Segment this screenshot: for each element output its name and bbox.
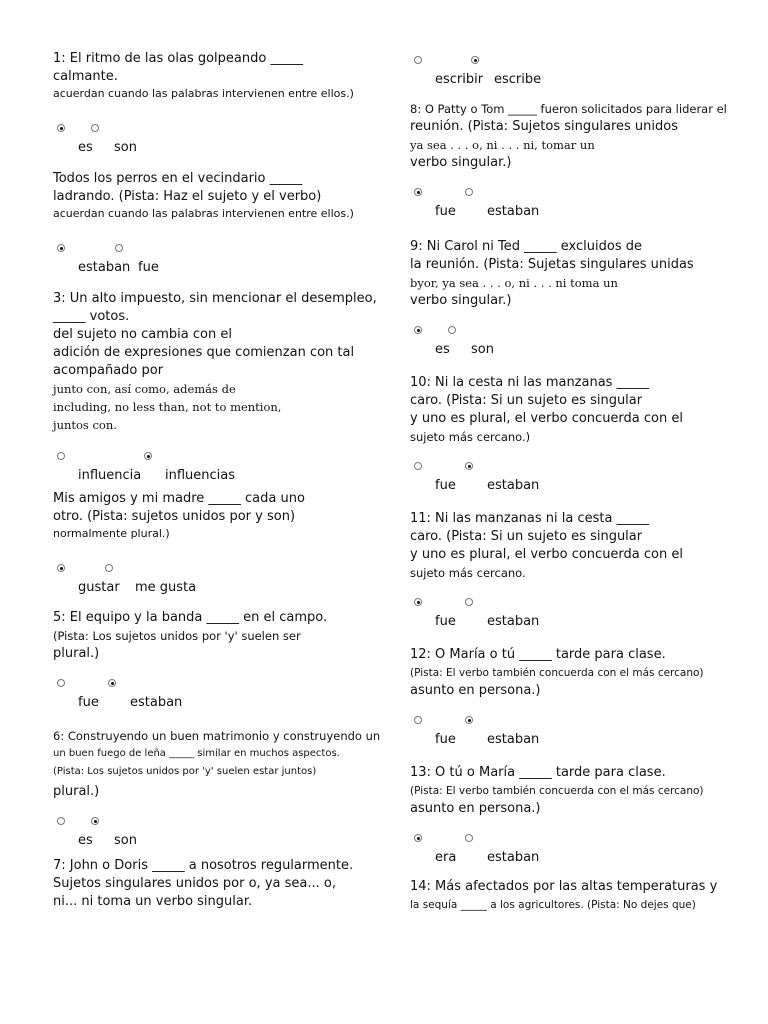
radio-option-son[interactable] <box>448 326 456 334</box>
question-text: del sujeto no cambia con el <box>53 327 232 342</box>
radio-option-influencia[interactable] <box>57 452 65 460</box>
option-labels <box>53 258 393 278</box>
question-text: 9: Ni Carol ni Ted _____ excluidos de <box>410 239 642 254</box>
option-label: fue <box>435 204 456 219</box>
radio-option-son[interactable] <box>91 817 99 825</box>
option-label: influencias <box>165 468 236 483</box>
question-text: adición de expresiones que comienzan con tal <box>53 345 355 360</box>
question-text: 14: Más afectados por las altas temperaturas y <box>410 879 718 894</box>
question-text: 1: El ritmo de las olas golpeando _____ <box>53 51 303 66</box>
radio-group <box>410 712 740 730</box>
radio-option-son[interactable] <box>91 124 99 132</box>
question-text: reunión. (Pista: Sujetos singulares unidos <box>410 119 678 134</box>
question-text: plural.) <box>53 784 100 799</box>
radio-group <box>53 675 393 693</box>
option-label: estaban <box>78 260 131 275</box>
question-text: la reunión. (Pista: Sujetas singulares unidas <box>410 257 694 272</box>
radio-group <box>53 448 393 466</box>
radio-group <box>410 830 740 848</box>
hint-text: ya sea . . . o, ni . . . ni, tomar un <box>410 138 595 152</box>
question-text: asunto en persona.) <box>410 683 541 698</box>
question-4 <box>53 490 393 609</box>
question-text: 10: Ni la cesta ni las manzanas _____ <box>410 375 650 390</box>
hint-text: (Pista: El verbo también concuerda con el más cercano) <box>410 785 704 797</box>
option-label: estaban <box>487 614 540 629</box>
radio-option-estaban[interactable] <box>57 244 65 252</box>
hint-text: acuerdan cuando las palabras intervienen entre ellos.) <box>53 207 354 220</box>
radio-group <box>410 322 740 340</box>
option-label: estaban <box>130 695 183 710</box>
option-label: estaban <box>487 478 540 493</box>
question-8 <box>410 100 740 238</box>
question-text: un buen fuego de leña _____ similar en muchos aspectos. <box>53 748 340 759</box>
question-6 <box>53 727 393 857</box>
question-text: ladrando. (Pista: Haz el sujeto y el verbo) <box>53 189 322 204</box>
question-2 <box>53 170 393 290</box>
radio-option-estaban[interactable] <box>465 598 473 606</box>
radio-option-estaban[interactable] <box>108 679 116 687</box>
radio-option-es[interactable] <box>57 124 65 132</box>
hint-text: normalmente plural.) <box>53 527 170 540</box>
option-label: escribir <box>435 72 484 87</box>
radio-option-fue[interactable] <box>115 244 123 252</box>
radio-group <box>53 560 393 578</box>
hint-text: (Pista: Los sujetos unidos por 'y' suelen ser <box>53 629 301 643</box>
option-labels <box>53 831 393 851</box>
question-text: Todos los perros en el vecindario _____ <box>53 171 303 186</box>
question-text: plural.) <box>53 646 100 661</box>
question-12 <box>410 646 740 764</box>
option-labels <box>410 70 740 90</box>
option-labels <box>53 693 393 713</box>
radio-group <box>410 52 740 70</box>
option-labels <box>410 476 740 496</box>
radio-option-fue[interactable] <box>414 716 422 724</box>
radio-option-fue[interactable] <box>57 679 65 687</box>
question-text: calmante. <box>53 69 118 84</box>
question-3 <box>53 290 393 490</box>
question-14 <box>410 878 740 914</box>
radio-option-estaban[interactable] <box>465 188 473 196</box>
question-11 <box>410 510 740 646</box>
option-label: son <box>471 342 494 357</box>
option-label: fue <box>78 695 99 710</box>
left-column <box>53 50 393 911</box>
option-label: estaban <box>487 850 540 865</box>
right-column <box>410 52 740 914</box>
question-7-options <box>410 52 740 100</box>
option-labels <box>410 612 740 632</box>
radio-group <box>53 240 393 258</box>
question-7 <box>53 857 393 911</box>
hint-text: including, no less than, not to mention, <box>53 400 282 414</box>
option-label: influencia <box>78 468 142 483</box>
radio-group <box>410 184 740 202</box>
option-label: era <box>435 850 457 865</box>
hint-text: sujeto más cercano.) <box>410 430 531 444</box>
radio-option-influencias[interactable] <box>144 452 152 460</box>
radio-option-fue[interactable] <box>414 598 422 606</box>
radio-group <box>410 594 740 612</box>
question-text: 13: O tú o María _____ tarde para clase. <box>410 765 666 780</box>
question-text: otro. (Pista: sujetos unidos por y son) <box>53 509 296 524</box>
hint-text: sujeto más cercano. <box>410 566 526 580</box>
radio-option-escribe[interactable] <box>471 56 479 64</box>
option-label: fue <box>138 260 159 275</box>
question-text: 8: O Patty o Tom _____ fueron solicitados para liderar el <box>410 102 727 116</box>
option-label: son <box>114 140 137 155</box>
radio-group <box>410 458 740 476</box>
question-text: 3: Un alto impuesto, sin mencionar el desempleo, <box>53 291 377 306</box>
question-text: verbo singular.) <box>410 293 512 308</box>
option-labels <box>410 202 740 222</box>
question-text: asunto en persona.) <box>410 801 541 816</box>
question-text: caro. (Pista: Si un sujeto es singular <box>410 529 643 544</box>
question-text: 5: El equipo y la banda _____ en el campo. <box>53 610 328 625</box>
option-label: son <box>114 833 137 848</box>
radio-option-escribir[interactable] <box>414 56 422 64</box>
option-label: gustar <box>78 580 120 595</box>
question-10 <box>410 374 740 510</box>
question-text: 12: O María o tú _____ tarde para clase. <box>410 647 666 662</box>
question-text: y uno es plural, el verbo concuerda con el <box>410 411 683 426</box>
radio-group <box>53 120 393 138</box>
radio-option-estaban[interactable] <box>465 716 473 724</box>
option-labels <box>410 340 740 360</box>
question-text: 6: Construyendo un buen matrimonio y construyendo un <box>53 729 381 743</box>
hint-text: (Pista: El verbo también concuerda con el más cercano) <box>410 667 704 679</box>
hint-text: (Pista: Los sujetos unidos por 'y' suelen estar juntos) <box>53 766 317 777</box>
option-labels <box>410 848 740 868</box>
hint-text: juntos con. <box>53 418 117 432</box>
question-text: acompañado por <box>53 363 164 378</box>
question-5 <box>53 609 393 727</box>
radio-group <box>53 813 393 831</box>
hint-text: la sequía _____ a los agricultores. (Pista: No dejes que) <box>410 899 696 911</box>
question-9 <box>410 238 740 374</box>
option-label: fue <box>435 732 456 747</box>
option-labels <box>53 578 393 598</box>
radio-option-fue[interactable] <box>414 188 422 196</box>
option-label: estaban <box>487 204 540 219</box>
radio-option-era[interactable] <box>414 834 422 842</box>
radio-option-es[interactable] <box>414 326 422 334</box>
option-label: es <box>78 833 93 848</box>
question-text: verbo singular.) <box>410 155 512 170</box>
hint-text: acuerdan cuando las palabras intervienen entre ellos.) <box>53 87 354 100</box>
question-text: caro. (Pista: Si un sujeto es singular <box>410 393 643 408</box>
radio-option-es[interactable] <box>57 817 65 825</box>
question-1 <box>53 50 393 170</box>
question-text: 11: Ni las manzanas ni la cesta _____ <box>410 511 650 526</box>
option-label: fue <box>435 478 456 493</box>
option-label: es <box>78 140 93 155</box>
option-labels <box>53 138 393 158</box>
question-text: 7: John o Doris _____ a nosotros regularmente. <box>53 858 354 873</box>
hint-text: junto con, así como, además de <box>53 382 236 396</box>
radio-option-fue[interactable] <box>414 462 422 470</box>
radio-option-estaban[interactable] <box>465 462 473 470</box>
question-13 <box>410 764 740 878</box>
question-text: Mis amigos y mi madre _____ cada uno <box>53 491 305 506</box>
radio-option-me-gusta[interactable] <box>105 564 113 572</box>
option-labels <box>410 730 740 750</box>
radio-option-gustar[interactable] <box>57 564 65 572</box>
option-label: me gusta <box>135 580 197 595</box>
question-text: y uno es plural, el verbo concuerda con el <box>410 547 683 562</box>
option-label: es <box>435 342 450 357</box>
radio-option-estaban[interactable] <box>465 834 473 842</box>
question-text: ni... ni toma un verbo singular. <box>53 894 253 909</box>
option-labels <box>53 466 393 486</box>
question-text: _____ votos. <box>53 309 130 324</box>
question-text: Sujetos singulares unidos por o, ya sea... o, <box>53 876 336 891</box>
option-label: escribe <box>494 72 542 87</box>
option-label: fue <box>435 614 456 629</box>
option-label: estaban <box>487 732 540 747</box>
hint-text: byor, ya sea . . . o, ni . . . ni toma un <box>410 276 618 290</box>
